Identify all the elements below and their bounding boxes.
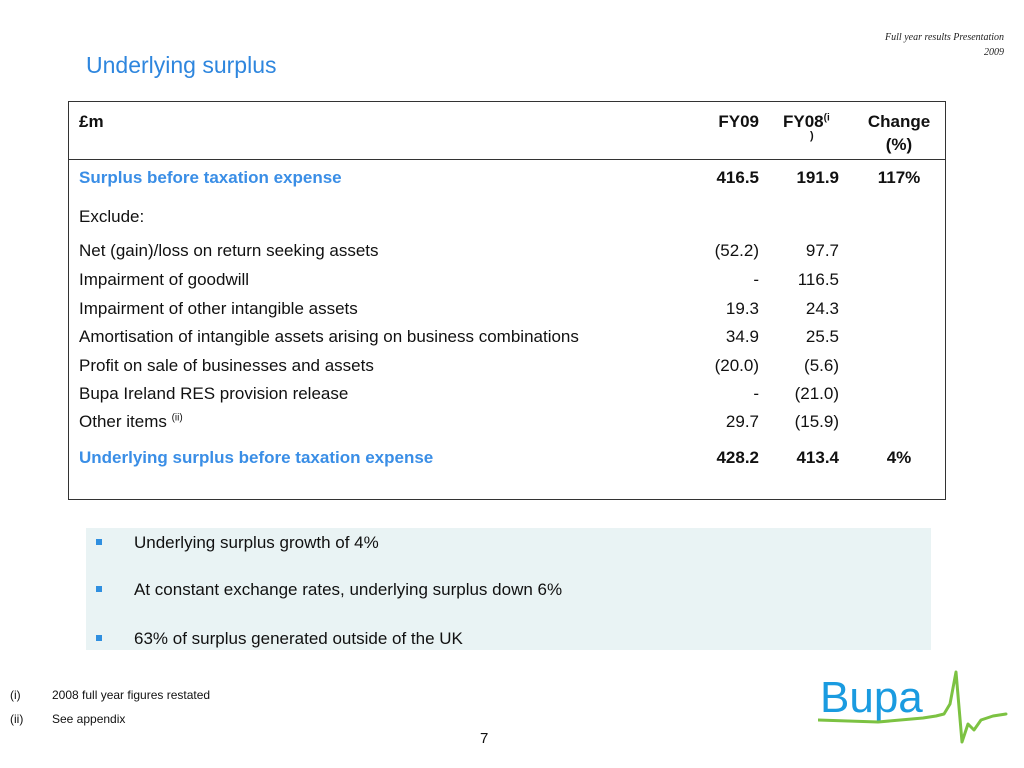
footnote-marker-i: (i) xyxy=(10,688,21,702)
square-bullet-icon xyxy=(96,586,102,592)
row-goodwill-label: Impairment of goodwill xyxy=(79,270,250,289)
header-line-1: Full year results Presentation xyxy=(885,32,1004,43)
header-change-line-2: (%) xyxy=(885,135,913,154)
row-surplus-label: Surplus before taxation expense xyxy=(79,168,342,187)
row-underlying-label: Underlying surplus before taxation expense xyxy=(79,448,434,467)
bupa-logo-text: Bupa xyxy=(820,673,923,722)
row-surplus-fy08: 191.9 xyxy=(796,168,839,187)
row-net-gain-label: Net (gain)/loss on return seeking assets xyxy=(79,241,379,260)
row-ireland-fy09: - xyxy=(753,384,759,403)
bullet-text: Underlying surplus growth of 4% xyxy=(134,533,379,552)
header-currency-label: £m xyxy=(79,112,104,131)
header-change xyxy=(859,110,939,156)
row-other-items-footnote-ref: (ii) xyxy=(171,412,183,424)
row-goodwill-fy08: 116.5 xyxy=(797,270,839,289)
header-line-2: 2009 xyxy=(984,47,1004,58)
row-exclude-label: Exclude: xyxy=(79,207,145,226)
row-ireland-fy08: (21.0) xyxy=(794,384,839,403)
table-header xyxy=(69,102,945,160)
row-surplus-fy09: 416.5 xyxy=(716,168,759,187)
footnote-marker-ii: (ii) xyxy=(10,712,24,726)
row-ireland-label: Bupa Ireland RES provision release xyxy=(79,384,349,403)
row-other-items-fy08: (15.9) xyxy=(794,412,839,431)
row-profit-sale-label: Profit on sale of businesses and assets xyxy=(79,356,374,375)
row-other-items-fy09: 29.7 xyxy=(725,412,759,431)
row-intangible-label: Impairment of other intangible assets xyxy=(79,299,358,318)
row-underlying-fy08: 413.4 xyxy=(796,448,839,467)
row-amortisation-fy08: 25.5 xyxy=(805,327,839,346)
row-amortisation-fy09: 34.9 xyxy=(725,327,759,346)
row-amortisation-label: Amortisation of intangible assets arising on business combinations xyxy=(79,327,579,346)
bullet-text: At constant exchange rates, underlying surplus down 6% xyxy=(134,580,563,599)
row-profit-sale-fy09: (20.0) xyxy=(714,356,759,375)
header-fy08-footnote-ref: (i xyxy=(823,112,830,124)
square-bullet-icon xyxy=(96,635,102,641)
header-fy09: FY09 xyxy=(718,112,759,131)
footnote-text-ii: See appendix xyxy=(52,712,126,726)
row-intangible-fy09: 19.3 xyxy=(725,299,759,318)
row-other-items xyxy=(79,412,183,432)
row-intangible-fy08: 24.3 xyxy=(805,299,839,318)
presentation-header-note xyxy=(885,30,1004,60)
page-number: 7 xyxy=(480,730,489,747)
header-change-line-1: Change xyxy=(867,112,931,131)
key-points-box xyxy=(86,528,931,650)
page-title: Underlying surplus xyxy=(86,52,277,78)
row-goodwill-fy09: - xyxy=(753,270,759,289)
header-fy08 xyxy=(783,110,830,133)
row-surplus-change: 117% xyxy=(877,168,921,187)
row-underlying-fy09: 428.2 xyxy=(716,448,759,467)
row-profit-sale-fy08: (5.6) xyxy=(804,356,839,375)
row-net-gain-fy08: 97.7 xyxy=(805,241,839,260)
header-fy08-label: FY08 xyxy=(783,112,824,131)
footnote-text-i: 2008 full year figures restated xyxy=(52,688,211,702)
row-net-gain-fy09: (52.2) xyxy=(714,241,759,260)
row-underlying-change: 4% xyxy=(886,448,912,467)
square-bullet-icon xyxy=(96,539,102,545)
bupa-logo xyxy=(818,664,1008,754)
row-other-items-label: Other items xyxy=(79,412,167,431)
bullet-text: 63% of surplus generated outside of the UK xyxy=(134,629,463,648)
surplus-table xyxy=(68,101,946,500)
header-fy08-footnote-close: ) xyxy=(810,130,814,142)
